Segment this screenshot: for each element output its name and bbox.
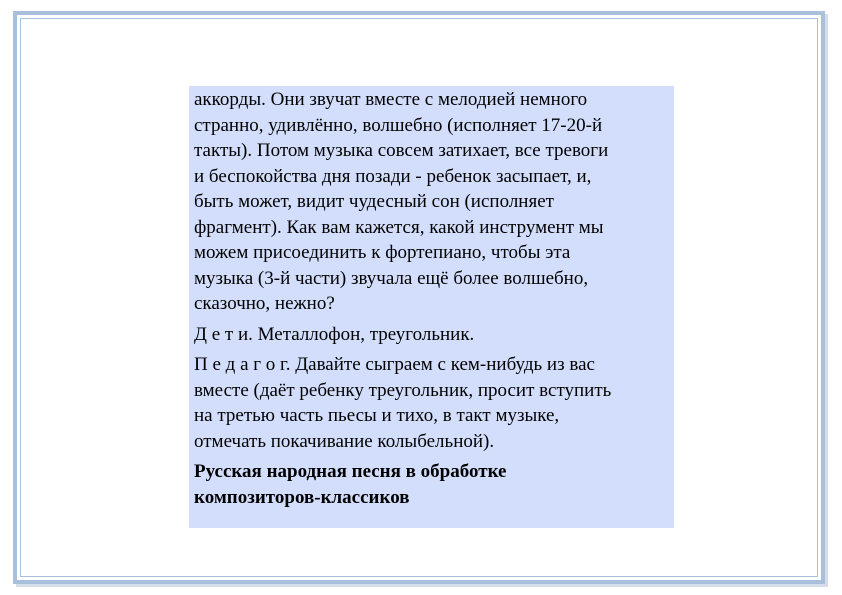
frame-shadow-bottom bbox=[16, 584, 828, 587]
text-block bbox=[189, 86, 674, 528]
section-heading: Русская народная песня в обработке композиторов-классиков bbox=[194, 461, 507, 508]
frame-shadow-right bbox=[825, 14, 828, 587]
paragraph-teacher: П е д а г о г. Давайте сыграем с кем-нибудь из вас вместе (даёт ребенку треугольник, просит вступить на третью часть пьесы и тихо, в такт музыке, отмечать покачивание колыбельной). bbox=[194, 354, 612, 452]
paragraph-narrative: аккорды. Они звучат вместе с мелодией немного странно, удивлённо, волшебно (исполняет 17-20-й такты). Потом музыка совсем затихает, все тревоги и беспокойства дня позади - ребенок засыпает, и, быть может, видит чудесный сон (исполняет фрагмент). Как вам кажется, какой инструмент мы можем присоединить к фортепиано, чтобы эта музыка (3-й части) звучала ещё более волшебно, сказочно, нежно? bbox=[194, 89, 609, 314]
paragraph-children-reply: Д е т и. Металлофон, треугольник. bbox=[194, 323, 475, 345]
